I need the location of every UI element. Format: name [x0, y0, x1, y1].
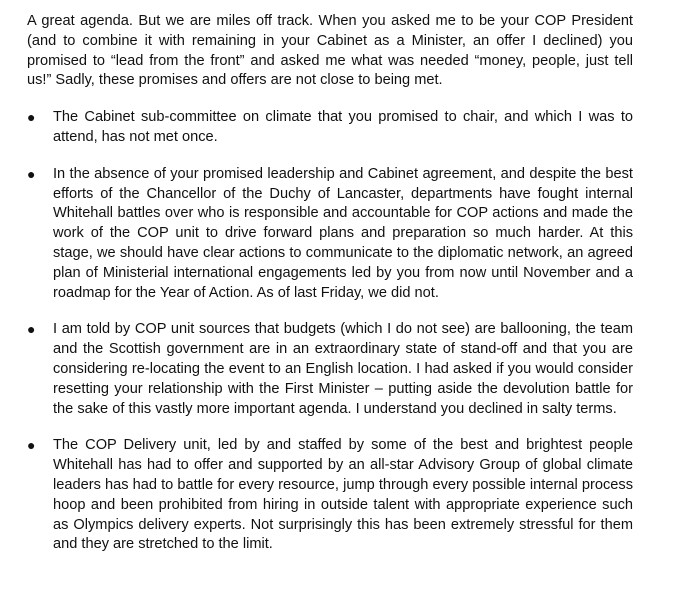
bullet-text: In the absence of your promised leadership and Cabinet agreement, and despite the best efforts of the Chancellor of the Duchy of Lancaster, departments have fought internal Whitehall battles over who is responsible and accountable for COP actions and made the work of the COP unit to drive forward plans and preparation so much harder. At this stage, we should have clear actions to communicate to the diplomatic network, an agreed plan of Ministerial international engagements led by you from now until November and a roadmap for the Year of Action. As of last Friday, we did not.	[53, 165, 633, 301]
bullet-item-delivery-unit	[27, 436, 633, 555]
bullet-text: The Cabinet sub-committee on climate that you promised to chair, and which I was to attend, has not met once.	[53, 109, 633, 145]
bullet-icon: ●	[27, 437, 36, 454]
letter-body	[27, 12, 633, 555]
bullet-list	[27, 108, 633, 555]
bullet-icon: ●	[27, 321, 36, 338]
bullet-item-leadership	[27, 165, 633, 304]
bullet-item-cabinet-subcommittee	[27, 108, 633, 148]
intro-paragraph: A great agenda. But we are miles off track. When you asked me to be your COP President (and to combine it with remaining in your Cabinet as a Minister, an offer I declined) you promised to “lead from the front” and asked me what was needed “money, people, just tell us!” Sadly, these promises and offers are not close to being met.	[27, 13, 633, 89]
bullet-text: The COP Delivery unit, led by and staffed by some of the best and brightest people Whitehall has had to offer and supported by an all-star Advisory Group of global climate leaders has had to battle for every resource, jump through every possible internal process hoop and been prohibited from hiring in outside talent with appropriate experience such as Olympics delivery experts. Not surprisingly this has been extremely stressful for them and they are stretched to the limit.	[53, 437, 633, 553]
bullet-icon: ●	[27, 109, 36, 126]
bullet-icon: ●	[27, 165, 36, 182]
bullet-item-budgets	[27, 320, 633, 419]
bullet-text: I am told by COP unit sources that budgets (which I do not see) are ballooning, the team and the Scottish government are in an extraordinary state of stand-off and that you are considering re-locating the event to an English location. I had asked if you would consider resetting your relationship with the First Minister – putting aside the devolution battle for the sake of this vastly more important agenda. I understand you declined in salty terms.	[53, 321, 633, 417]
